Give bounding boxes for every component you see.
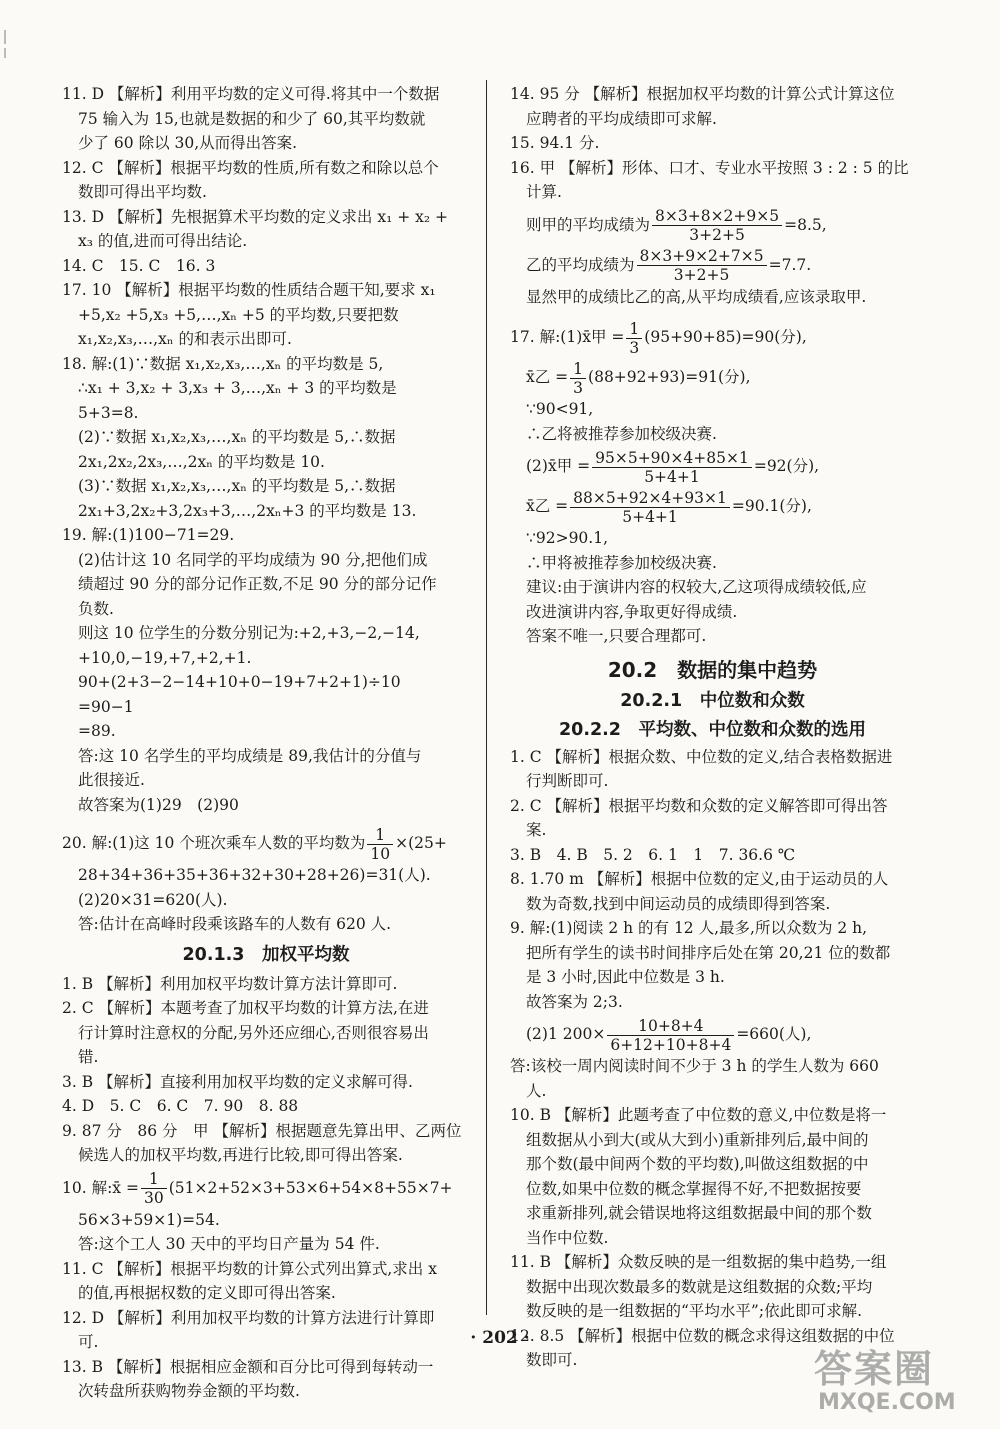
answer-item (62, 1355, 470, 1404)
text-line: 16. 甲 【解析】形体、口才、专业水平按照 3 : 2 : 5 的比 (510, 158, 909, 177)
text-line: 答:这个工人 30 天中的平均日产量为 54 件. (78, 1235, 380, 1253)
text-line: ∴乙将被推荐参加校级决赛. (526, 424, 717, 443)
text-line: ∵92>90.1, (526, 529, 609, 547)
text-line: x₁,x₂,x₃,…,xₙ 的和表示出即可. (78, 330, 292, 348)
formula-line: 10. 解:x̄ = $\frac{1}{30}$ (51×2+52×3+53×6+54×8+55×7+ (62, 1170, 453, 1207)
text-line: (2)估计这 10 名同学的平均成绩为 90 分,把他们成 (78, 550, 428, 569)
text-line: 2. C 【解析】根据平均数和众数的定义解答即可得出答 (510, 796, 888, 815)
answer-item (62, 996, 470, 1070)
answer-item (62, 972, 470, 997)
answer-item (510, 1103, 915, 1250)
text-line: 3. B 【解析】直接利用加权平均数的定义求解可得. (62, 1072, 413, 1091)
answer-16 (510, 156, 915, 310)
text-line: 建议:由于演讲内容的权较大,乙这项得成绩较低,应 (526, 578, 867, 596)
text-line: 改进演讲内容,争取更好得成绩. (526, 602, 738, 621)
text-line: 9. 解:(1)阅读 2 h 的有 12 人,最多,所以众数为 2 h, (510, 919, 868, 937)
subsection-heading: 20.1.3 加权平均数 (182, 944, 350, 965)
text-line: 14. 95 分 【解析】根据加权平均数的计算公式计算这位 (510, 85, 895, 103)
text-line: 人. (526, 1081, 547, 1100)
text-line: x₃ 的值,进而可得出结论. (78, 232, 248, 250)
text-line: 当作中位数. (526, 1228, 609, 1247)
text-line: 11. C 【解析】根据平均数的计算公式列出算式,求出 x (62, 1259, 437, 1278)
answer-item (62, 82, 470, 156)
text-line: 13. B 【解析】根据相应金额和百分比可得到每转动一 (62, 1357, 434, 1376)
text-line: 答:该校一周内阅读时间不少于 3 h 的学生人数为 660 (510, 1057, 879, 1075)
text-line: 则这 10 位学生的分数分别记为:+2,+3,−2,−14, (78, 624, 420, 642)
fraction: $\frac{1}{10}$ (367, 826, 393, 863)
text-line: 故答案为(1)29 (2)90 (78, 795, 239, 814)
text-line: 答:这 10 名学生的平均成绩是 89,我估计的分值与 (78, 746, 422, 765)
answer-item (62, 1094, 470, 1119)
text-line: 12. D 【解析】利用加权平均数的计算方法进行计算即 (62, 1308, 435, 1327)
fraction: $\frac{88\times 5+92\times 4+93\times 1}{5+4+1}$ (570, 489, 730, 526)
text-line: ∴甲将被推荐参加校级决赛. (526, 553, 717, 572)
right-column (510, 82, 915, 1373)
answer-17 (510, 317, 915, 649)
text-line: 组数据从小到大(或从大到小)重新排列后,最中间的 (526, 1130, 869, 1149)
text-line: 数即可得出平均数. (78, 183, 207, 201)
answer-item (62, 352, 470, 524)
scan-edge-mark (4, 30, 6, 44)
text-line: =89. (78, 722, 116, 740)
fraction: $\frac{95\times 5+90\times 4+85\times 1}{5+4+1}$ (592, 449, 752, 486)
watermark-url: MXQE.COM (818, 1390, 956, 1415)
fraction: $\frac{8\times 3+8\times 2+9\times 5}{3+2+5}$ (652, 207, 782, 244)
text-line: 可. (78, 1333, 99, 1351)
scan-edge-mark (4, 48, 6, 58)
answer-item (510, 843, 915, 868)
answer-item (510, 916, 915, 1014)
fraction: $\frac{1}{30}$ (141, 1170, 167, 1207)
text-line: 答:估计在高峰时段乘该路车的人数有 620 人. (78, 915, 392, 933)
formula-line: 乙的平均成绩为 $\frac{8\times 3+9\times 2+7\times 5}{3+2+5}$ =7.7. (526, 247, 812, 284)
text-line: 11. D 【解析】利用平均数的定义可得.将其中一个数据 (62, 85, 440, 103)
answer-item (62, 1119, 470, 1168)
answer-item (62, 823, 470, 937)
subsection-heading: 20.2.2 平均数、中位数和众数的选用 (558, 719, 866, 740)
text-line: 14. C 15. C 16. 3 (62, 256, 216, 275)
text-line: 56×3+59×1)=54. (78, 1210, 220, 1229)
text-line: 75 输入为 15,也就是数据的和少了 60,其平均数就 (78, 109, 426, 128)
text-line: 2x₁,2x₂,2x₃,…,2xₙ 的平均数是 10. (78, 452, 325, 471)
text-line: 显然甲的成绩比乙的高,从平均成绩看,应该录取甲. (526, 287, 867, 306)
text-line: 4. D 5. C 6. C 7. 90 8. 88 (62, 1097, 299, 1115)
subsection-heading: 20.2.1 中位数和众数 (620, 690, 805, 711)
text-line: 5+3=8. (78, 403, 139, 422)
formula-line: (2)x̄甲 = $\frac{95\times 5+90\times 4+85\times 1}{5+4+1}$ =92(分), (526, 448, 820, 486)
text-line: ∵90<91, (526, 400, 594, 418)
answer-item (510, 794, 915, 843)
text-line: 计算. (526, 183, 562, 201)
text-line: 90+(2+3−2−14+10+0−19+7+2+1)÷10 (78, 673, 401, 691)
formula-line: 20. 解:(1)这 10 个班次乘车人数的平均数为 $\frac{1}{10}$ ×(25+ (62, 825, 447, 863)
text-line: 求重新排列,就会错误地将这组数据最中间的那个数 (526, 1204, 872, 1222)
text-line: 应聘者的平均成绩即可求解. (526, 109, 717, 128)
answer-item (62, 1070, 470, 1095)
text-line: 12. C 【解析】根据平均数的性质,所有数之和除以总个 (62, 158, 439, 177)
text-line: 11. B 【解析】众数反映的是一组数据的集中趋势,一组 (510, 1253, 887, 1271)
text-line: 2. C 【解析】本题考查了加权平均数的计算方法,在进 (62, 999, 429, 1017)
text-line: 此很接近. (78, 771, 145, 789)
text-line: 案. (526, 821, 547, 839)
text-line: 候选人的加权平均数,再进行比较,即可得出答案. (78, 1146, 403, 1164)
text-line: 数反映的是一组数据的“平均水平”;依此即可求解. (526, 1302, 862, 1320)
text-line: 13. D 【解析】先根据算术平均数的定义求出 x₁ + x₂ + (62, 207, 449, 226)
text-line: 故答案为 2;3. (526, 992, 623, 1011)
text-line: 行计算时注意权的分配,另外还应细心,否则很容易出 (78, 1023, 429, 1042)
text-line: 数即可. (526, 1351, 578, 1369)
text-line: 行判断即可. (526, 772, 609, 790)
text-line: ∴x₁ + 3,x₂ + 3,x₃ + 3,…,xₙ + 3 的平均数是 (78, 379, 397, 397)
page-number: · 202 · (470, 1328, 530, 1348)
text-line: 2x₁+3,2x₂+3,2x₃+3,…,2xₙ+3 的平均数是 13. (78, 501, 417, 520)
fraction: $\frac{10+8+4}{6+12+10+8+4}$ (607, 1017, 734, 1054)
text-line: (2)20×31=620(人). (78, 890, 228, 909)
answer-item (62, 523, 470, 817)
answer-9-part2 (510, 1014, 915, 1054)
answer-item (510, 867, 915, 916)
formula-line: x̄乙 = $\frac{88\times 5+92\times 4+93\times 1}{5+4+1}$ =90.1(分), (526, 488, 812, 526)
fraction: $\frac{8\times 3+9\times 2+7\times 5}{3+2+5}$ (637, 247, 767, 284)
text-line: 8. 1.70 m 【解析】根据中位数的定义,由于运动员的人 (510, 870, 889, 888)
text-line: 1. B 【解析】利用加权平均数计算方法计算即可. (62, 974, 398, 993)
text-line: 答案不唯一,只要合理都可. (526, 627, 707, 645)
answer-item (62, 1257, 470, 1306)
text-line: 19. 解:(1)100−71=29. (62, 526, 235, 544)
text-line: 少了 60 除以 30,从而得出答案. (78, 134, 298, 152)
answer-15 (510, 131, 915, 156)
fraction: $\frac{1}{3}$ (626, 320, 642, 357)
text-line: (2)∵数据 x₁,x₂,x₃,…,xₙ 的平均数是 5,∴数据 (78, 428, 396, 446)
text-line: 28+34+36+35+36+32+30+28+26)=31(人). (78, 866, 431, 884)
watermark-logo (808, 1338, 988, 1422)
text-line: 9. 87 分 86 分 甲 【解析】根据题意先算出甲、乙两位 (62, 1121, 462, 1140)
answer-item (62, 254, 470, 279)
text-line: 12. 8.5 【解析】根据中位数的概念求得这组数据的中位 (510, 1326, 895, 1345)
answer-item (62, 205, 470, 254)
text-line: 把所有学生的读书时间排序后处在第 20,21 位的数都 (526, 943, 891, 962)
text-line: 15. 94.1 分. (510, 134, 600, 152)
text-line: 1. C 【解析】根据众数、中位数的定义,结合表格数据进 (510, 747, 893, 766)
text-line: 绩超过 90 分的部分记作正数,不足 90 分的部分记作 (78, 575, 437, 593)
watermark-text: 答案圈 (814, 1347, 935, 1391)
answer-item (62, 156, 470, 205)
answer-item (510, 745, 915, 794)
formula-line: 17. 解:(1)x̄甲 = $\frac{1}{3}$ (95+90+85)=90(分), (510, 319, 807, 357)
formula-line: 则甲的平均成绩为 $\frac{8\times 3+8\times 2+9\times 5}{3+2+5}$ =8.5, (526, 207, 827, 244)
answer-14 (510, 82, 915, 131)
section-heading: 20.2 数据的集中趋势 (607, 657, 818, 682)
text-line: 的值,再根据权数的定义即可得出答案. (78, 1284, 336, 1302)
text-line: 是 3 小时,因此中位数是 3 h. (526, 968, 725, 986)
text-line: 那个数(最中间两个数的平均数),叫做这组数据的中 (526, 1155, 869, 1173)
text-line: 17. 10 【解析】根据平均数的性质结合题干知,要求 x₁ (62, 281, 436, 299)
text-line: =90−1 (78, 697, 134, 716)
column-divider (486, 80, 487, 1315)
text-line: 10. B 【解析】此题考查了中位数的意义,中位数是将一 (510, 1106, 887, 1124)
answer-item (62, 1168, 470, 1257)
left-column (62, 82, 470, 1404)
answer-item (510, 1250, 915, 1324)
fraction: $\frac{1}{3}$ (570, 360, 586, 397)
answer-item (510, 1054, 915, 1103)
text-line: 错. (78, 1048, 99, 1066)
text-line: 数据中出现次数最多的数就是这组数据的众数;平均 (526, 1277, 873, 1296)
text-line: +5,x₂ +5,x₃ +5,…,xₙ +5 的平均数,只要把数 (78, 305, 399, 324)
formula-line: x̄乙 = $\frac{1}{3}$ (88+92+93)=91(分), (526, 359, 751, 397)
text-line: 数为奇数,找到中间运动员的成绩即得到答案. (526, 894, 831, 913)
text-line: 18. 解:(1)∵数据 x₁,x₂,x₃,…,xₙ 的平均数是 5, (62, 354, 384, 373)
text-line: 次转盘所获购物券金额的平均数. (78, 1382, 300, 1400)
text-line: (3)∵数据 x₁,x₂,x₃,…,xₙ 的平均数是 5,∴数据 (78, 477, 396, 495)
text-line: 负数. (78, 599, 114, 618)
answer-item (62, 278, 470, 352)
text-line: +10,0,−19,+7,+2,+1. (78, 648, 252, 667)
formula-line: (2)1 200× $\frac{10+8+4}{6+12+10+8+4}$ =660(人), (526, 1016, 812, 1054)
text-line: 3. B 4. B 5. 2 6. 1 1 7. 36.6 ℃ (510, 845, 796, 864)
text-line: 位数,如果中位数的概念掌握得不好,不把数据按要 (526, 1179, 862, 1198)
